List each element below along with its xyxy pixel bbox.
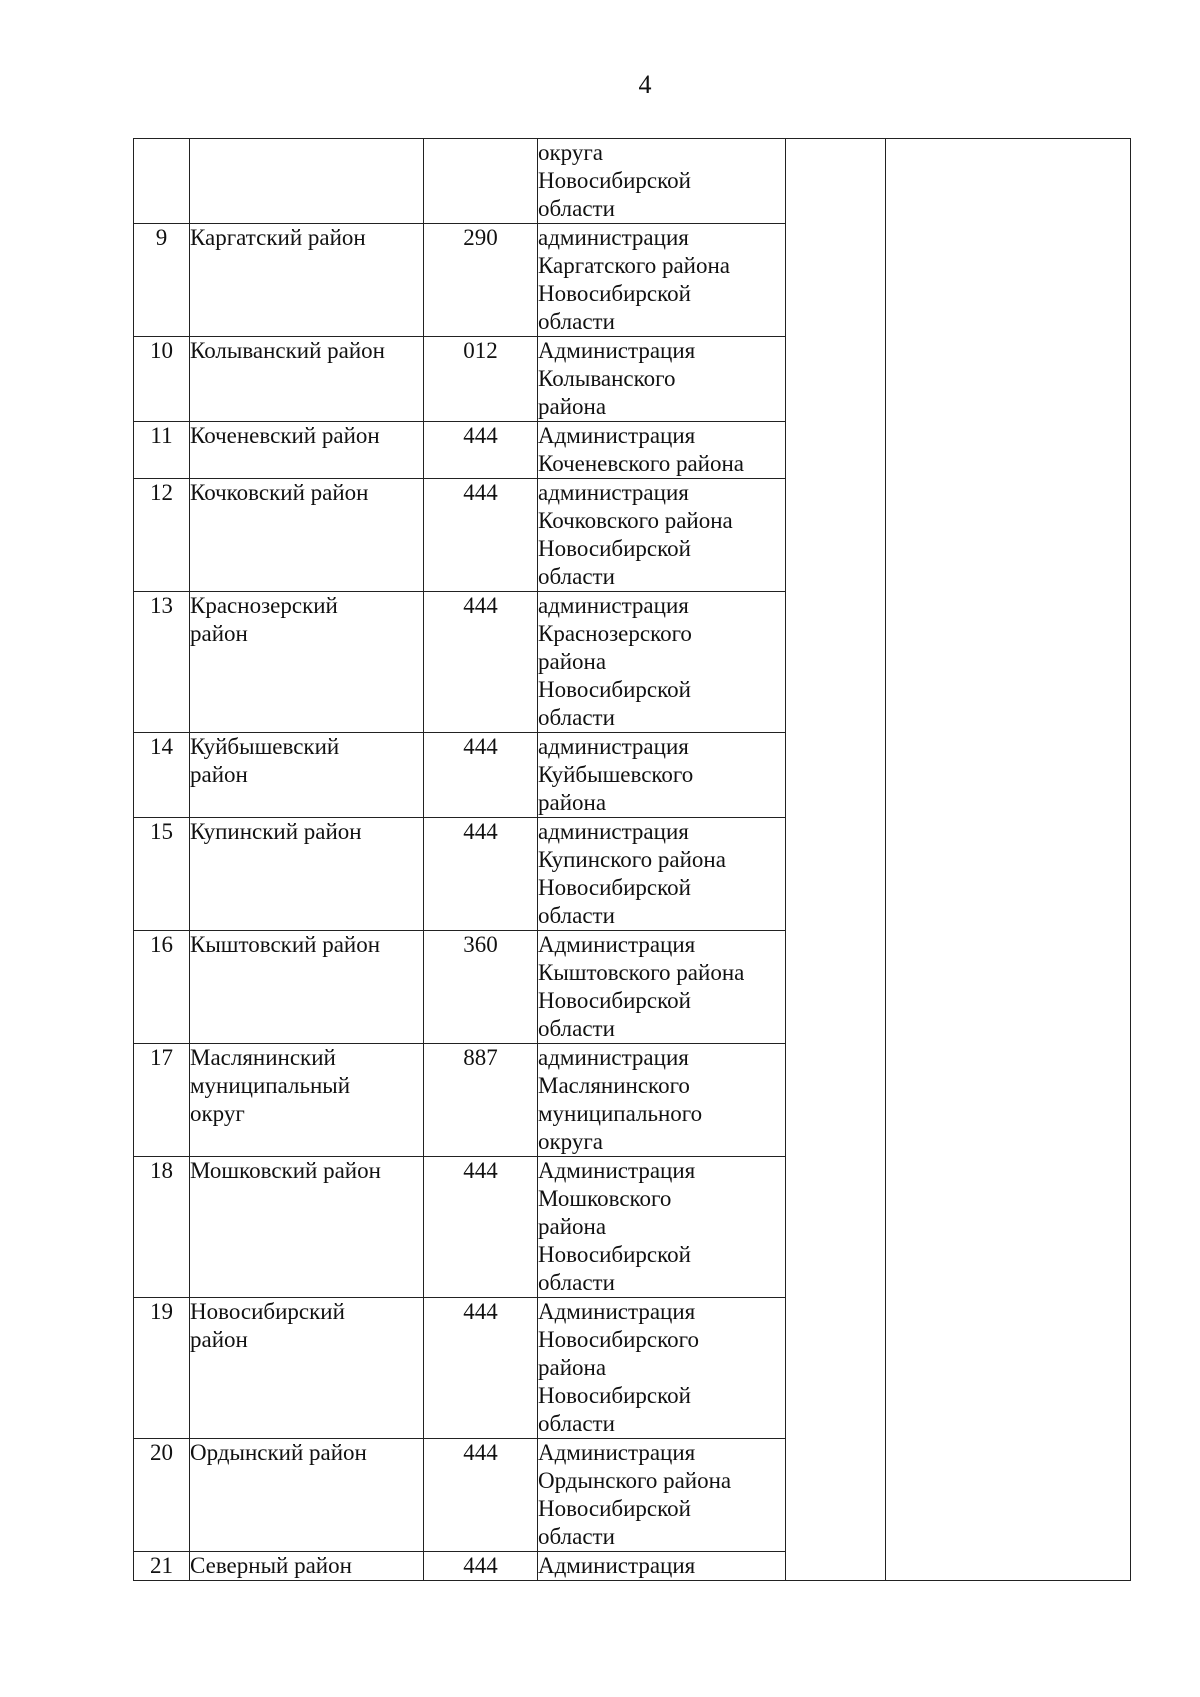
row-number: 15 bbox=[134, 818, 190, 931]
administration-name: администрация Куйбышевского района bbox=[538, 733, 786, 818]
budget-code: 444 bbox=[424, 479, 538, 592]
district-name: Мошковский район bbox=[190, 1157, 424, 1298]
budget-code: 444 bbox=[424, 1552, 538, 1581]
district-name: Маслянинский муниципальный округ bbox=[190, 1044, 424, 1157]
district-name: Северный район bbox=[190, 1552, 424, 1581]
budget-code: 887 bbox=[424, 1044, 538, 1157]
administration-name: Администрация Кыштовского района Новосибирской области bbox=[538, 931, 786, 1044]
district-name: Ордынский район bbox=[190, 1439, 424, 1552]
district-name: Краснозерский район bbox=[190, 592, 424, 733]
table-body bbox=[134, 139, 1131, 1581]
row-number: 9 bbox=[134, 224, 190, 337]
budget-code: 444 bbox=[424, 1157, 538, 1298]
budget-code: 444 bbox=[424, 733, 538, 818]
administration-name: администрация Купинского района Новосибирской области bbox=[538, 818, 786, 931]
district-name bbox=[190, 139, 424, 224]
budget-code: 444 bbox=[424, 592, 538, 733]
district-name: Куйбышевский район bbox=[190, 733, 424, 818]
budget-code: 290 bbox=[424, 224, 538, 337]
page-number: 4 bbox=[638, 70, 652, 99]
table-row bbox=[134, 139, 1131, 224]
empty-column-6 bbox=[886, 139, 1131, 1581]
row-number: 21 bbox=[134, 1552, 190, 1581]
row-number: 17 bbox=[134, 1044, 190, 1157]
budget-code: 012 bbox=[424, 337, 538, 422]
row-number: 12 bbox=[134, 479, 190, 592]
district-name: Коченевский район bbox=[190, 422, 424, 479]
administration-name: Администрация Ордынского района Новосибирской области bbox=[538, 1439, 786, 1552]
administration-name: администрация Кочковского района Новосибирской области bbox=[538, 479, 786, 592]
district-name: Кочковский район bbox=[190, 479, 424, 592]
municipalities-table bbox=[133, 138, 1131, 1581]
administration-name: округа Новосибирской области bbox=[538, 139, 786, 224]
row-number: 10 bbox=[134, 337, 190, 422]
district-name: Каргатский район bbox=[190, 224, 424, 337]
administration-name: администрация Каргатского района Новосибирской области bbox=[538, 224, 786, 337]
district-name: Новосибирский район bbox=[190, 1298, 424, 1439]
administration-name: Администрация bbox=[538, 1552, 786, 1581]
administration-name: Администрация Новосибирского района Новосибирской области bbox=[538, 1298, 786, 1439]
budget-code: 444 bbox=[424, 1439, 538, 1552]
budget-code: 360 bbox=[424, 931, 538, 1044]
district-name: Кыштовский район bbox=[190, 931, 424, 1044]
row-number: 14 bbox=[134, 733, 190, 818]
row-number: 20 bbox=[134, 1439, 190, 1552]
district-name: Купинский район bbox=[190, 818, 424, 931]
budget-code: 444 bbox=[424, 1298, 538, 1439]
row-number bbox=[134, 139, 190, 224]
empty-column-5 bbox=[786, 139, 886, 1581]
budget-code: 444 bbox=[424, 422, 538, 479]
district-name: Колыванский район bbox=[190, 337, 424, 422]
row-number: 18 bbox=[134, 1157, 190, 1298]
administration-name: Администрация Мошковского района Новосибирской области bbox=[538, 1157, 786, 1298]
row-number: 16 bbox=[134, 931, 190, 1044]
budget-code bbox=[424, 139, 538, 224]
administration-name: Администрация Колыванского района bbox=[538, 337, 786, 422]
row-number: 13 bbox=[134, 592, 190, 733]
budget-code: 444 bbox=[424, 818, 538, 931]
administration-name: администрация Маслянинского муниципального округа bbox=[538, 1044, 786, 1157]
administration-name: администрация Краснозерского района Новосибирской области bbox=[538, 592, 786, 733]
administration-name: Администрация Коченевского района bbox=[538, 422, 786, 479]
row-number: 19 bbox=[134, 1298, 190, 1439]
row-number: 11 bbox=[134, 422, 190, 479]
